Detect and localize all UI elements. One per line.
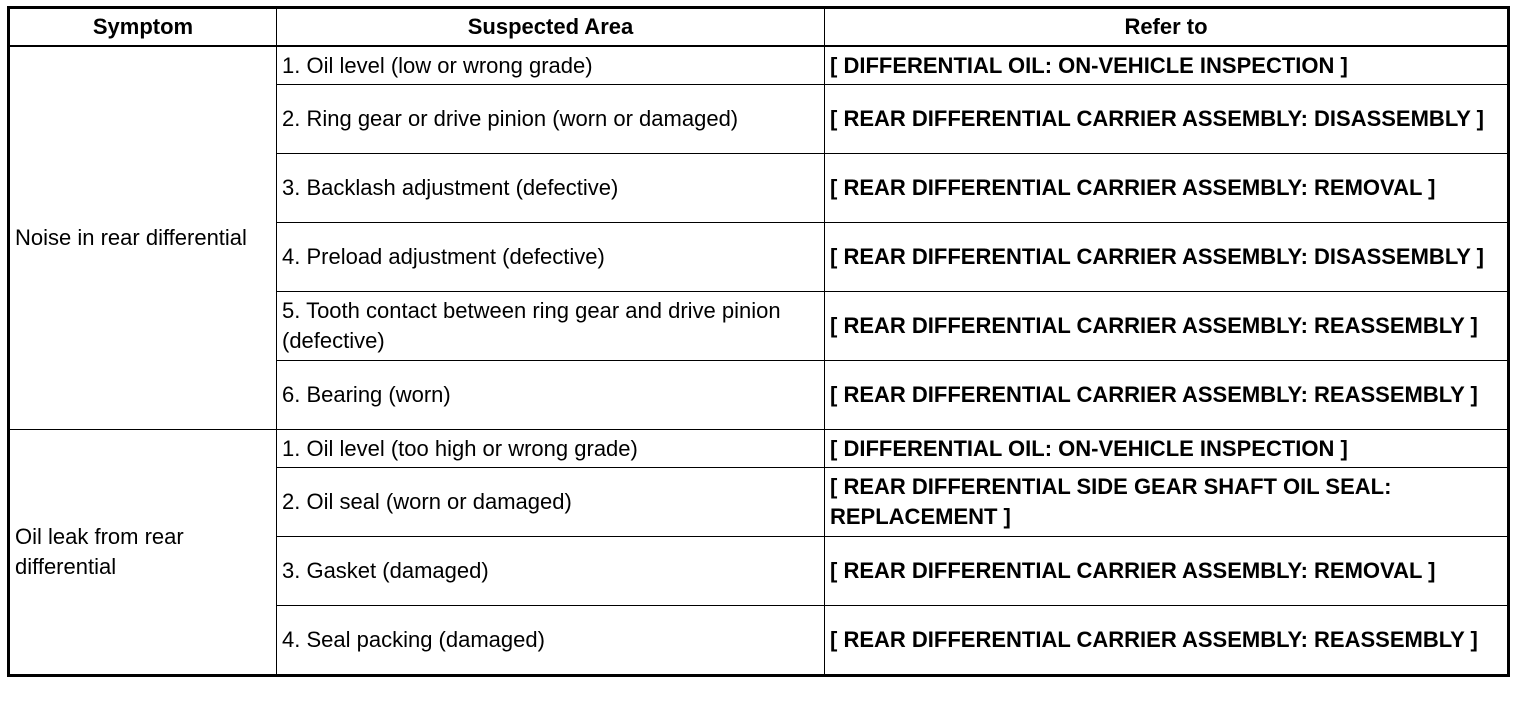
suspected-area-cell: 2. Oil seal (worn or damaged) — [277, 468, 825, 537]
suspected-area-cell: 3. Gasket (damaged) — [277, 537, 825, 606]
refer-to-link[interactable]: [ REAR DIFFERENTIAL CARRIER ASSEMBLY: REASSEMBLY ] — [825, 361, 1509, 430]
refer-to-link[interactable]: [ REAR DIFFERENTIAL SIDE GEAR SHAFT OIL SEAL: REPLACEMENT ] — [825, 468, 1509, 537]
refer-to-link[interactable]: [ REAR DIFFERENTIAL CARRIER ASSEMBLY: REMOVAL ] — [825, 537, 1509, 606]
suspected-area-cell: 1. Oil level (low or wrong grade) — [277, 46, 825, 85]
header-symptom: Symptom — [9, 8, 277, 47]
suspected-area-cell: 1. Oil level (too high or wrong grade) — [277, 430, 825, 468]
table-row — [9, 46, 1509, 85]
suspected-area-cell: 4. Seal packing (damaged) — [277, 606, 825, 676]
refer-to-link[interactable]: [ DIFFERENTIAL OIL: ON-VEHICLE INSPECTION ] — [825, 46, 1509, 85]
suspected-area-cell: 6. Bearing (worn) — [277, 361, 825, 430]
header-refer-to: Refer to — [825, 8, 1509, 47]
suspected-area-cell: 4. Preload adjustment (defective) — [277, 223, 825, 292]
refer-to-link[interactable]: [ REAR DIFFERENTIAL CARRIER ASSEMBLY: REASSEMBLY ] — [825, 606, 1509, 676]
refer-to-link[interactable]: [ REAR DIFFERENTIAL CARRIER ASSEMBLY: DISASSEMBLY ] — [825, 85, 1509, 154]
header-row — [9, 8, 1509, 47]
troubleshooting-table — [7, 6, 1510, 677]
refer-to-link[interactable]: [ REAR DIFFERENTIAL CARRIER ASSEMBLY: REMOVAL ] — [825, 154, 1509, 223]
suspected-area-cell: 2. Ring gear or drive pinion (worn or damaged) — [277, 85, 825, 154]
refer-to-link[interactable]: [ REAR DIFFERENTIAL CARRIER ASSEMBLY: DISASSEMBLY ] — [825, 223, 1509, 292]
refer-to-link[interactable]: [ DIFFERENTIAL OIL: ON-VEHICLE INSPECTION ] — [825, 430, 1509, 468]
suspected-area-cell: 5. Tooth contact between ring gear and drive pinion (defective) — [277, 292, 825, 361]
header-suspected-area: Suspected Area — [277, 8, 825, 47]
table-row — [9, 430, 1509, 468]
symptom-cell: Oil leak from rear differential — [9, 430, 277, 676]
refer-to-link[interactable]: [ REAR DIFFERENTIAL CARRIER ASSEMBLY: REASSEMBLY ] — [825, 292, 1509, 361]
symptom-cell: Noise in rear differential — [9, 46, 277, 430]
suspected-area-cell: 3. Backlash adjustment (defective) — [277, 154, 825, 223]
troubleshooting-table-container — [7, 6, 1510, 677]
